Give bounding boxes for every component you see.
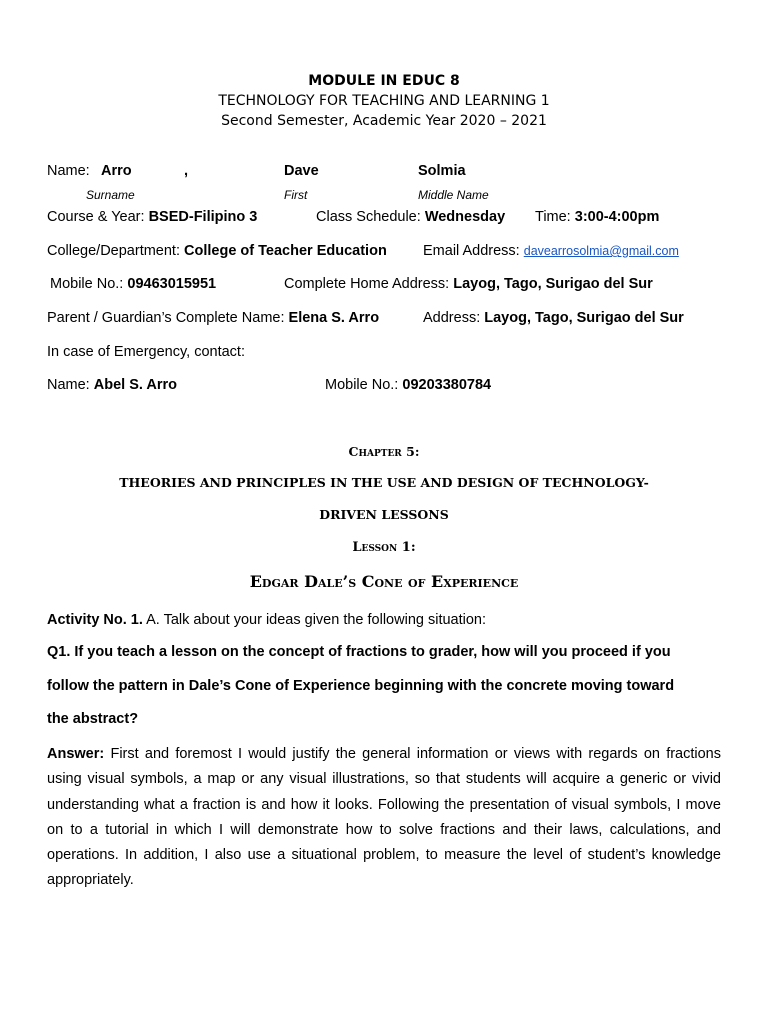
emergency-mobile-label: Mobile No.: [325,377,399,393]
course-year-row [47,208,257,226]
course-year-value: BSED-Filipino 3 [148,209,258,225]
activity-label: Activity No. 1. [47,612,143,628]
chapter-title-line1: THEORIES AND PRINCIPLES IN THE USE AND DESIGN OF TECHNOLOGY- [119,475,649,490]
home-address-value: Layog, Tago, Surigao del Sur [453,276,653,292]
time-row [535,208,659,226]
first-name-value: Dave [284,163,319,179]
course-title: TECHNOLOGY FOR TEACHING AND LEARNING 1 [218,93,550,109]
guardian-address-row [423,309,684,327]
course-year-label: Course & Year: [47,209,145,225]
question-line-2: follow the pattern in Dale’s Cone of Experience beginning with the concrete moving toward [47,678,675,694]
college-label: College/Department: [47,243,180,259]
semester-line: Second Semester, Academic Year 2020 – 2021 [221,113,547,129]
guardian-label: Parent / Guardian’s Complete Name: [47,310,285,326]
class-schedule-value: Wednesday [424,209,506,225]
guardian-value: Elena S. Arro [288,310,380,326]
module-title: MODULE IN EDUC 8 [308,73,460,89]
surname-caption: Surname [86,188,135,202]
answer-paragraph [47,742,721,894]
time-value: 3:00-4:00pm [574,209,660,225]
lesson-title: Edgar Dale’s Cone of Experience [249,572,519,591]
emergency-name-label: Name: [47,377,90,393]
guardian-address-label: Address: [423,310,481,326]
email-row [423,242,679,260]
middle-name-value: Solmia [418,163,466,179]
answer-text: First and foremost I would justify the general information or views with regards on fractions using visual symbols, a map or any visual illustrations, so that students will acquire a generic or vivid understanding what a fraction is and how it looks. Following the presentation of visual symbols, I move on to a tutorial in which I will demonstrate how to solve fractions and their laws, calculations, and operations. In addition, I also use a situational problem, to measure the level of student’s knowledge appropriately. [47,746,721,889]
college-value: College of Teacher Education [184,243,387,259]
surname-value: Arro [101,163,132,179]
mobile-row [50,275,216,293]
time-label: Time: [535,209,571,225]
question-line-1: Q1. If you teach a lesson on the concept of fractions to grader, how will you proceed if you [47,644,671,660]
name-label: Name: [47,163,90,179]
mobile-value: 09463015951 [127,276,217,292]
class-schedule-row [316,208,505,226]
question-line-3: the abstract? [47,711,139,727]
college-row [47,242,387,260]
emergency-name-row [47,376,177,394]
home-address-row [284,275,653,293]
home-address-label: Complete Home Address: [284,276,450,292]
email-label: Email Address: [423,243,520,259]
middle-caption: Middle Name [418,188,489,202]
chapter-title-line2: DRIVEN LESSONS [319,507,449,522]
email-link[interactable]: davearrosolmia@gmail.com [523,244,679,258]
guardian-address-value: Layog, Tago, Surigao del Sur [484,310,684,326]
emergency-label: In case of Emergency, contact: [47,344,245,360]
lesson-label: Lesson 1: [352,540,416,555]
emergency-mobile-value: 09203380784 [402,377,492,393]
class-schedule-label: Class Schedule: [316,209,421,225]
answer-label: Answer: [47,746,105,762]
chapter-label: Chapter 5: [348,444,420,459]
guardian-row [47,309,379,327]
emergency-mobile-row [325,376,491,394]
activity-row [47,611,486,629]
mobile-label: Mobile No.: [50,276,124,292]
activity-instruction: A. Talk about your ideas given the following situation: [146,612,487,628]
name-comma: , [184,163,189,179]
emergency-name-value: Abel S. Arro [93,377,178,393]
first-caption: First [284,188,308,202]
